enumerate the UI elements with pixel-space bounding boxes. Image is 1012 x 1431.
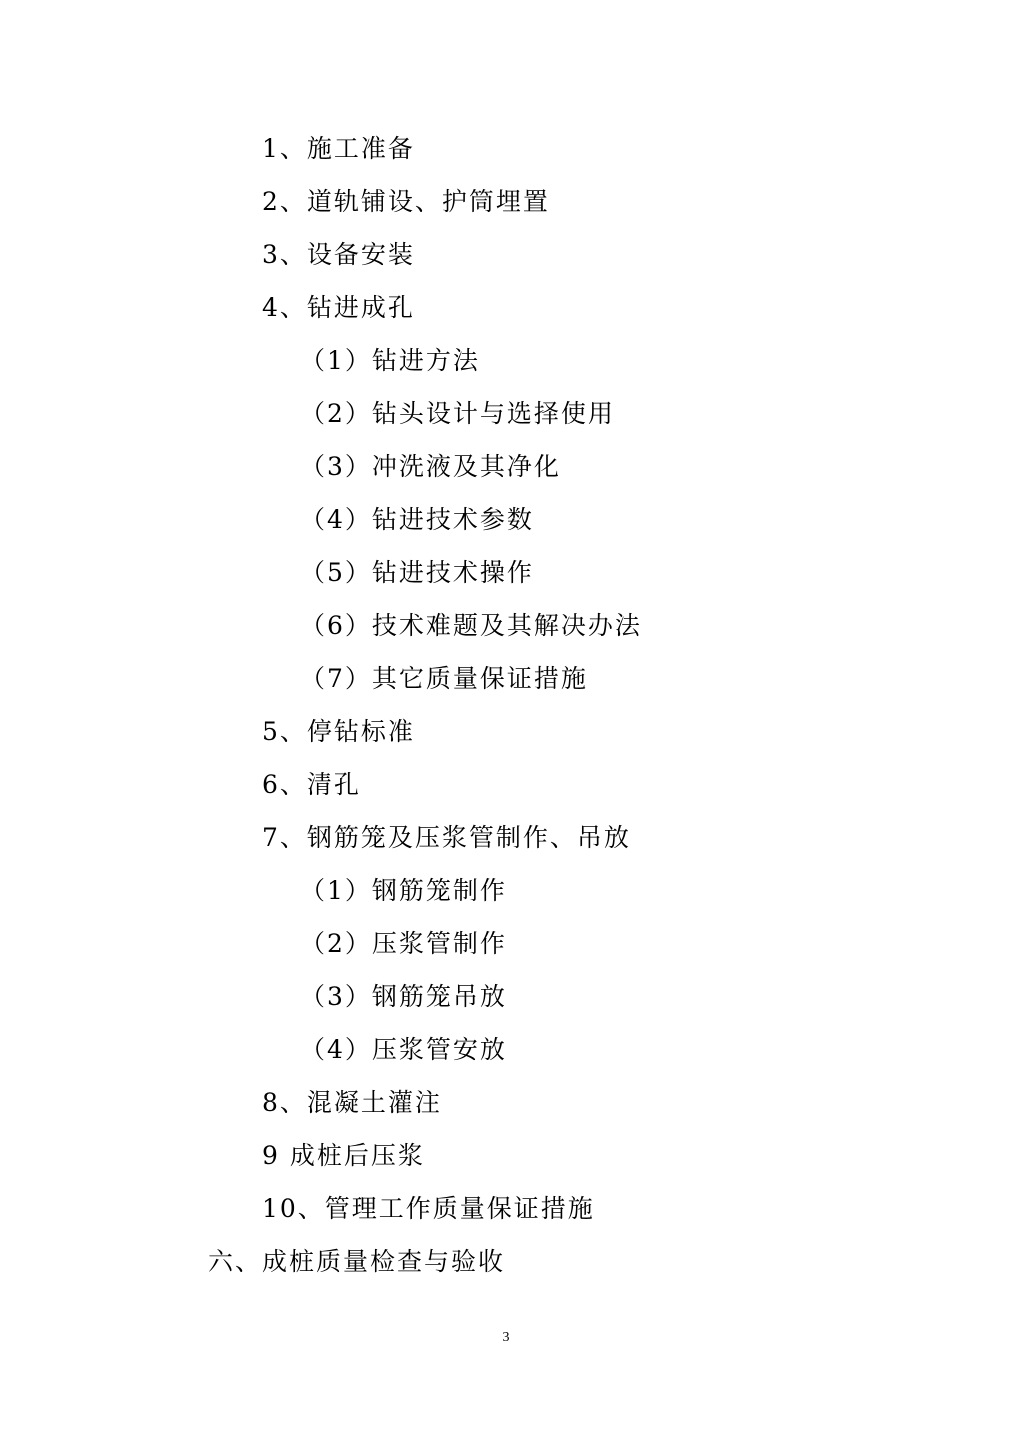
outline-item: 8、混凝土灌注 (262, 1088, 442, 1117)
outline-subitem: （5）钻进技术操作 (300, 558, 534, 587)
outline-item: 4、钻进成孔 (262, 293, 415, 322)
outline-subitem: （4）压浆管安放 (300, 1035, 507, 1064)
outline-item: 6、清孔 (262, 770, 361, 799)
outline-item: 5、停钻标准 (262, 717, 415, 746)
section-heading: 六、成桩质量检查与验收 (208, 1247, 506, 1276)
outline-subitem: （7）其它质量保证措施 (300, 664, 588, 693)
outline-subitem: （3）钢筋笼吊放 (300, 982, 507, 1011)
outline-subitem: （3）冲洗液及其净化 (300, 452, 561, 481)
outline-subitem: （1）钻进方法 (300, 346, 480, 375)
outline-item: 2、道轨铺设、护筒埋置 (262, 187, 550, 216)
outline-subitem: （2）钻头设计与选择使用 (300, 399, 615, 428)
page-number: 3 (502, 1330, 510, 1345)
outline-item: 3、设备安装 (262, 240, 415, 269)
outline-item: 1、施工准备 (262, 134, 415, 163)
outline-subitem: （4）钻进技术参数 (300, 505, 534, 534)
outline-subitem: （6）技术难题及其解决办法 (300, 611, 642, 640)
outline-subitem: （1）钢筋笼制作 (300, 876, 507, 905)
outline-item: 7、钢筋笼及压浆管制作、吊放 (262, 823, 631, 852)
outline-item: 9 成桩后压浆 (262, 1141, 425, 1170)
outline-item: 10、管理工作质量保证措施 (262, 1194, 595, 1223)
outline-subitem: （2）压浆管制作 (300, 929, 507, 958)
